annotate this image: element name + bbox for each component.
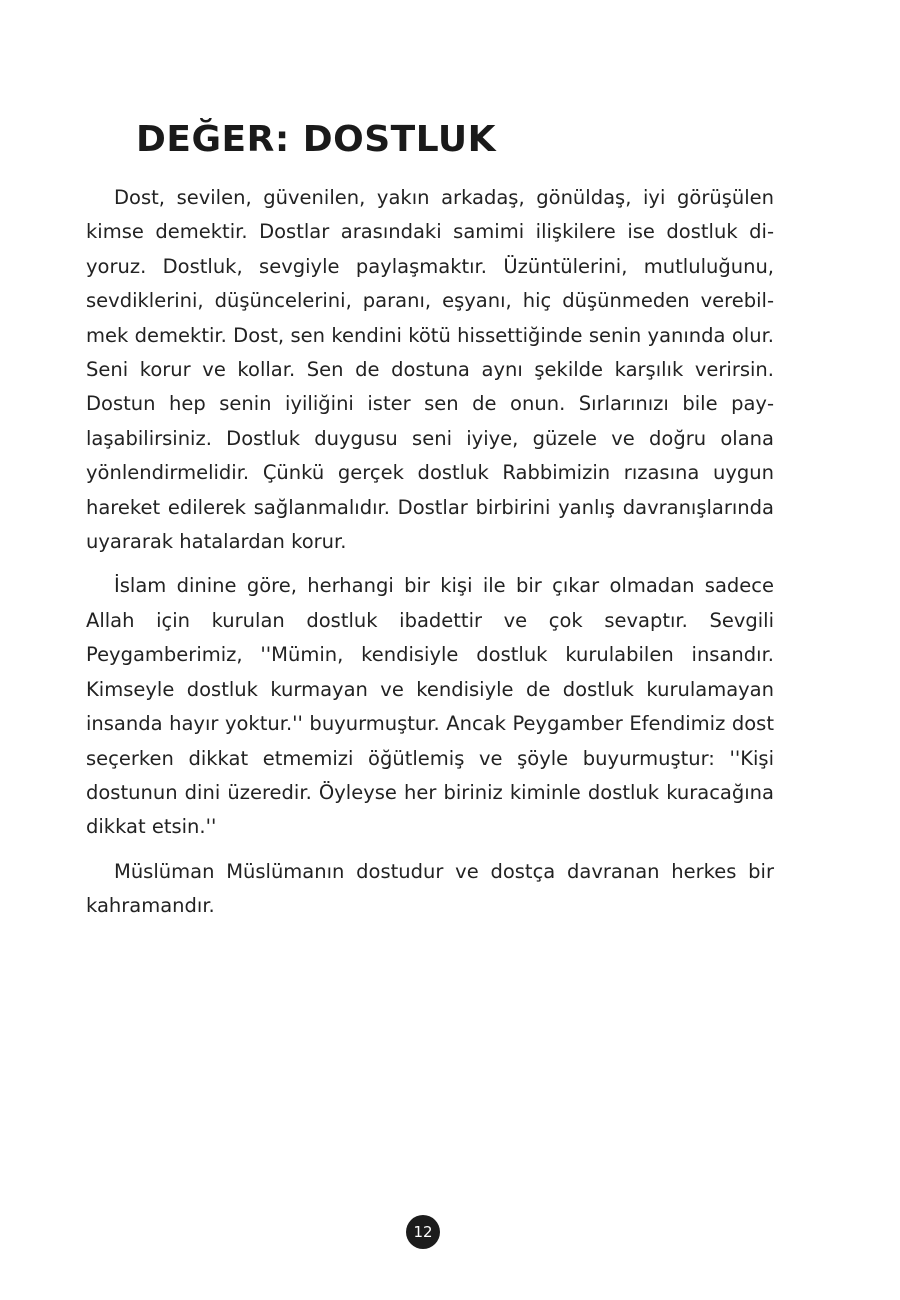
paragraph-3: Müslüman Müslümanın dostudur ve dostça davranan herkes bir kahramandır. (86, 859, 774, 918)
page-number-badge: 12 (406, 1215, 440, 1249)
paragraph-2: İslam dinine göre, herhangi bir kişi ile bir çıkar olmadan sadece Allah için kurulan dostluk ibadettir ve çok sevaptır. Sevgili Peygamberimiz, ''Mümin, kendisiyle dostluk kurulabilen insandır. Kimseyle dostluk kurmayan ve kendisiyle de dostluk kurulamayan insanda hayır yoktur.'' buyurmuştur. Ancak Peygamber Efendimiz dost seçerken dikkat etmemizi öğütlemiş ve şöyle buyurmuştur: ''Kişi dostunun dini üzeredir. Öyleyse her biriniz kiminle dostluk kuracağına dikkat etsin.'' (86, 574, 774, 839)
paragraph-1: Dost, sevilen, güvenilen, yakın arkadaş, gönüldaş, iyi görüşülen kimse demektir. Dostlar arasındaki samimi ilişkilere ise dostluk diyoruz. Dostluk, sevgiyle paylaşmaktır. Üzüntülerini, mutluluğunu, sevdiklerini, düşüncelerini, paranı, eşyanı, hiç düşünmeden verebilmek demektir. Dost, sen kendini kötü hissettiğinde senin yanında olur. Seni korur ve kollar. Sen de dostuna aynı şekilde karşılık verirsin. Dostun hep senin iyiliğini ister sen de onun. Sırlarınızı bile paylaşabilirsiniz. Dostluk duygusu seni iyiye, güzele ve doğru olana yönlendirmelidir. Çünkü gerçek dostluk Rabbimizin rızasına uygun hareket edilerek sağlanmalıdır. Dostlar birbirini yanlış davranışlarında uyararak hatalardan korur. (86, 186, 774, 554)
body-text (86, 181, 774, 934)
page-title: DEĞER: DOSTLUK (136, 119, 497, 160)
